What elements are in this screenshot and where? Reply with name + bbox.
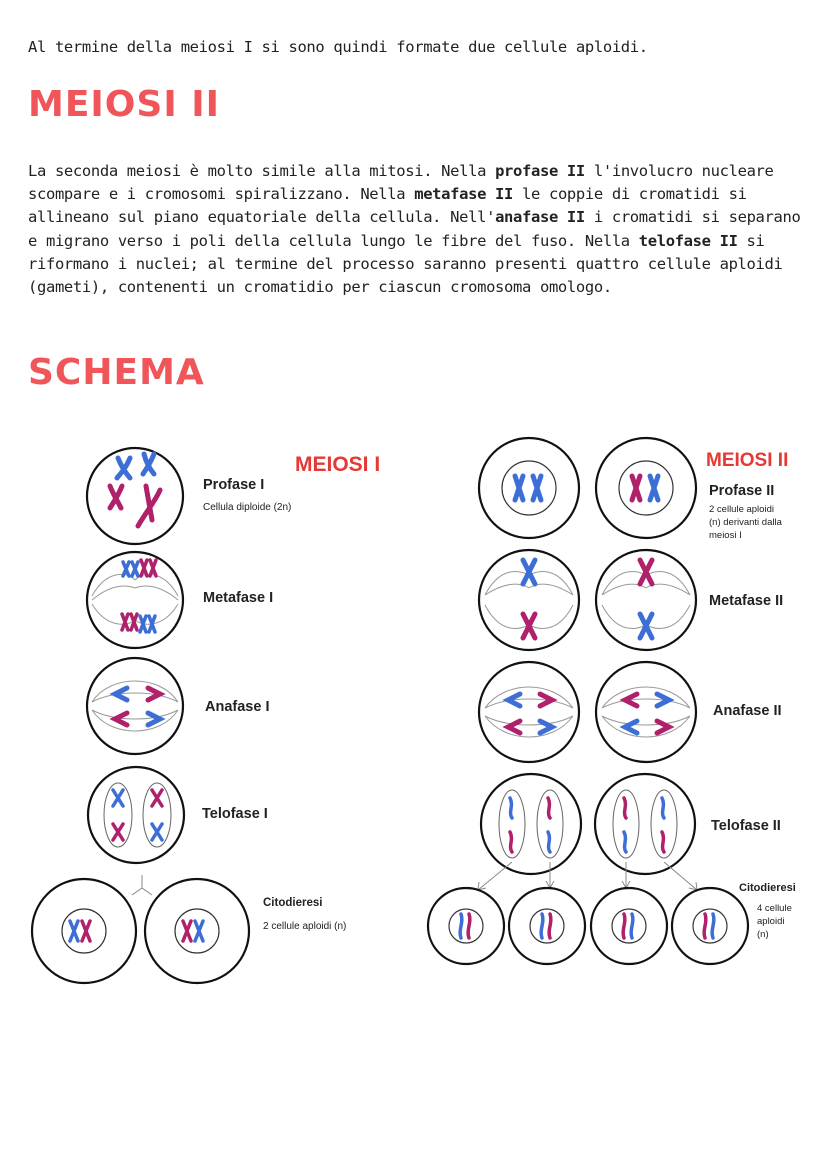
label-anafase-i: Anafase I — [205, 699, 270, 715]
gamete-3 — [591, 888, 667, 964]
cell-telofase-i — [88, 767, 184, 863]
cytokinesis-arrow-i — [132, 875, 152, 895]
heading-schema: SCHEMA — [28, 352, 205, 393]
label-profase-ii-note-2: (n) derivanti dalla — [709, 517, 782, 528]
label-citodieresi-ii: Citodieresi — [739, 882, 796, 894]
title-meiosi-i: MEIOSI I — [295, 453, 381, 476]
cell-telofase-ii-left — [481, 774, 581, 874]
label-profase-ii-note-3: meiosi I — [709, 530, 742, 541]
cell-citodieresi-i-left — [32, 879, 136, 983]
label-metafase-ii: Metafase II — [709, 593, 784, 609]
term-profase-ii: profase II — [495, 162, 585, 180]
heading-meiosi-ii: MEIOSI II — [28, 84, 221, 125]
label-citodieresi-i: Citodieresi — [263, 897, 323, 909]
arrow-gamete-4 — [664, 862, 697, 890]
cell-metafase-ii-left — [479, 550, 579, 650]
label-citodieresi-ii-note-3: (n) — [757, 929, 769, 940]
label-telofase-ii: Telofase II — [711, 818, 781, 834]
cell-profase-ii-right — [596, 438, 696, 538]
meiosis-ii-paragraph: La seconda meiosi è molto simile alla mitosi. Nella profase II l'involucro nucleare scompare e i cromosomi spiralizzano. Nella metafase II le coppie di cromatidi si allineano sul piano equatoriale della cellula. Nell'anafase II i cromatidi si separano e migrano verso i poli della cellula lungo le fibre del fuso. Nella telofase II si riformano i nuclei; al termine del processo saranno presenti quattro cellule aploidi (gameti), contenenti un cromatidio per ciascun cromosoma omologo. — [28, 162, 801, 297]
cell-anafase-ii-right — [596, 662, 696, 762]
arrow-gamete-1 — [478, 862, 512, 890]
cell-profase-i — [87, 448, 183, 544]
cell-citodieresi-i-right — [145, 879, 249, 983]
arrow-gamete-2 — [546, 862, 554, 888]
intro-text: Al termine della meiosi I si sono quindi formate due cellule aploidi. — [28, 38, 648, 56]
cell-profase-ii-left — [479, 438, 579, 538]
label-profase-ii-note-1: 2 cellule aploidi — [709, 504, 774, 515]
label-profase-ii: Profase II — [709, 483, 775, 499]
label-profase-i-note: Cellula diploide (2n) — [203, 502, 292, 513]
gamete-2 — [509, 888, 585, 964]
label-telofase-i: Telofase I — [202, 806, 268, 822]
label-anafase-ii: Anafase II — [713, 703, 782, 719]
label-citodieresi-i-note: 2 cellule aploidi (n) — [263, 921, 347, 932]
label-citodieresi-ii-note-2: aploidi — [757, 916, 785, 927]
term-metafase-ii: metafase II — [414, 185, 514, 204]
gamete-4 — [672, 888, 748, 964]
gamete-1 — [428, 888, 504, 964]
label-citodieresi-ii-note-1: 4 cellule — [757, 903, 792, 914]
term-anafase-ii: anafase II — [495, 208, 585, 227]
term-telofase-ii: telofase II — [638, 231, 738, 250]
label-metafase-i: Metafase I — [203, 590, 274, 606]
label-profase-i: Profase I — [203, 477, 265, 493]
cell-metafase-ii-right — [596, 550, 696, 650]
title-meiosi-ii: MEIOSI II — [706, 450, 789, 471]
meiosis-diagram — [0, 420, 828, 1020]
arrow-gamete-3 — [622, 862, 630, 888]
cell-anafase-i — [87, 658, 183, 754]
cell-anafase-ii-left — [479, 662, 579, 762]
cell-metafase-i — [87, 552, 183, 648]
cell-telofase-ii-right — [595, 774, 695, 874]
